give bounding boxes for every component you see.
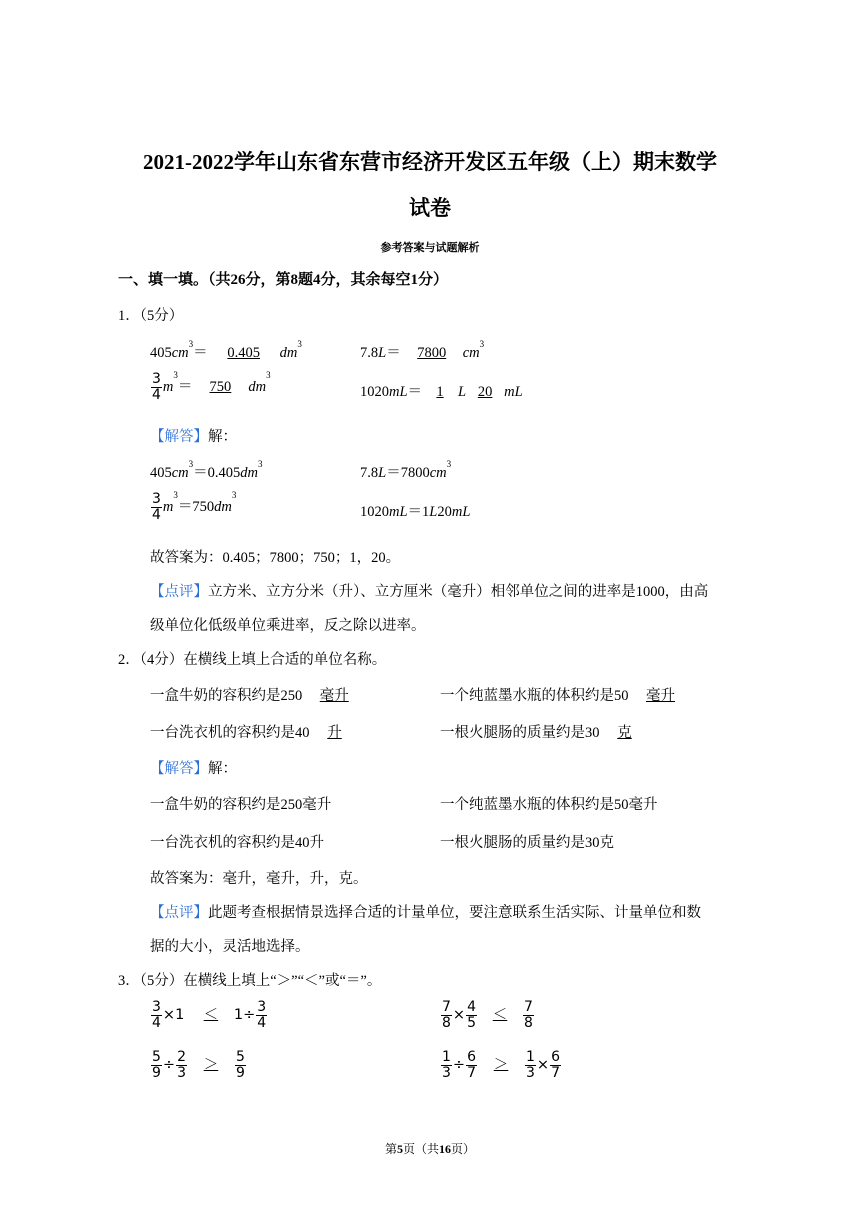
q1-row2-right: 1020mL＝ 1 L 20 mL [360,384,523,400]
fraction: $\frac{5}{9}$ [236,1049,245,1081]
answer-blank: 20 [477,384,493,400]
fraction: $\frac{3}{4}$ [257,999,267,1031]
fraction: $\frac{4}{5}$ [467,999,476,1031]
fraction: $\frac{3}{4}$ [152,371,161,403]
q2-row2-left: 一台洗衣机的容积约是40 升 [150,721,360,742]
q2-review-line2: 据的大小，灵活地选择。 [150,939,310,955]
fraction: $\frac{1}{3}$ [526,1049,535,1081]
q1-answer-label: 【解答】解： [150,429,237,445]
q2-answer-label: 【解答】解： [150,761,237,777]
fraction: $\frac{7}{8}$ [524,999,533,1031]
q3-expression-3: $\frac{5}{9}$ ÷ $\frac{2}{3}$ ＞ $\frac{5}{9}$ [152,1049,245,1081]
q1-row1-left: $405cm^3= 0.405$ $dm^3$ [150,339,302,361]
answer-blank: 1 [436,384,444,400]
fraction: $\frac{2}{3}$ [177,1049,186,1081]
answer-blank: ＜ [492,1006,508,1023]
question-2-heading: 2．（4分）在横线上填上合适的单位名称。 [118,652,387,668]
q1-review: 【点评】立方米、立方分米（升）、立方厘米（毫升）相邻单位之间的进率是1000，由高 [150,584,709,600]
page-title-line2: 试卷 [409,196,451,220]
q1-review-line2: 级单位化低级单位乘进率，反之除以进率。 [150,618,426,634]
page-subtitle: 参考答案与试题解析 [380,242,480,254]
fraction: $\frac{6}{7}$ [467,1049,476,1081]
question-1-heading: 1．（5分） [118,308,184,324]
q2-solution-3: 一台洗衣机的容积约是40升 [150,835,324,851]
page-footer: 第5页（共16页） [384,1142,476,1156]
q2-row2-right: 一根火腿肠的质量约是30 克 [440,721,650,742]
answer-blank: 0.405 [227,345,260,361]
q2-row1-right: 一个纯蓝墨水瓶的体积约是50 毫升 [440,684,693,705]
q1-row2-left: $\frac{3}{4}$ $m^3= 750$ $dm^3$ [152,370,271,403]
q1-conclusion: 故答案为：0.405；7800；750；1，20。 [150,550,401,566]
page-title: 2021-2022学年山东省东营市经济开发区五年级（上）期末数学 [143,150,717,174]
q2-row1-left: 一盒牛奶的容积约是250 毫升 [150,684,366,705]
q1-solution-row2-left: $\frac{3}{4}$ $m^3=750dm^3$ [152,490,237,523]
answer-blank: 克 [617,725,632,741]
q2-solution-1: 一盒牛奶的容积约是250毫升 [150,797,332,813]
q2-conclusion: 故答案为：毫升，毫升，升，克。 [150,871,368,887]
q1-solution-row1-left: $405cm^3=0.405dm^3$ [150,459,263,481]
q1-row1-right: 7.8L＝ 7800 $cm^3$ [360,339,485,361]
q3-expression-1: $\frac{3}{4}$ ×1 ＜ 1÷ $\frac{3}{4}$ [152,999,267,1031]
answer-blank: 750 [209,378,232,395]
answer-blank: 升 [327,725,342,741]
q3-expression-4: $\frac{1}{3}$ ÷ $\frac{6}{7}$ ＞ $\frac{1}{3}$ × $\frac{6}{7}$ [442,1049,560,1081]
section-heading: 一、填一填。（共26分，第8题4分，其余每空1分） [118,272,449,288]
q2-review: 【点评】此题考查根据情景选择合适的计量单位，要注意联系生活实际、计量单位和数 [150,905,701,921]
answer-blank: ＞ [203,1056,219,1073]
answer-blank: 毫升 [646,688,675,704]
q1-solution-row1-right: $7.8L=7800cm^3$ [360,459,452,481]
fraction: $\frac{7}{8}$ [442,999,451,1031]
answer-blank: 7800 [417,345,447,361]
question-3-heading: 3．（5分）在横线上填上“＞”“＜”或“＝”。 [118,973,382,989]
fraction: $\frac{3}{4}$ [152,999,161,1031]
fraction: $\frac{6}{7}$ [551,1049,560,1081]
q1-solution-row2-right: 1020mL＝1L20mL [360,504,471,520]
fraction: $\frac{1}{3}$ [442,1049,451,1081]
q2-solution-4: 一根火腿肠的质量约是30克 [440,835,614,851]
q2-solution-2: 一个纯蓝墨水瓶的体积约是50毫升 [440,797,658,813]
fraction: $\frac{3}{4}$ [152,491,161,523]
answer-blank: ＞ [493,1056,509,1073]
answer-blank: 毫升 [319,688,349,704]
fraction: $\frac{5}{9}$ [152,1049,161,1081]
answer-blank: ＜ [203,1006,219,1023]
q3-expression-2: $\frac{7}{8}$ × $\frac{4}{5}$ ＜ $\frac{7}{8}$ [442,999,533,1031]
